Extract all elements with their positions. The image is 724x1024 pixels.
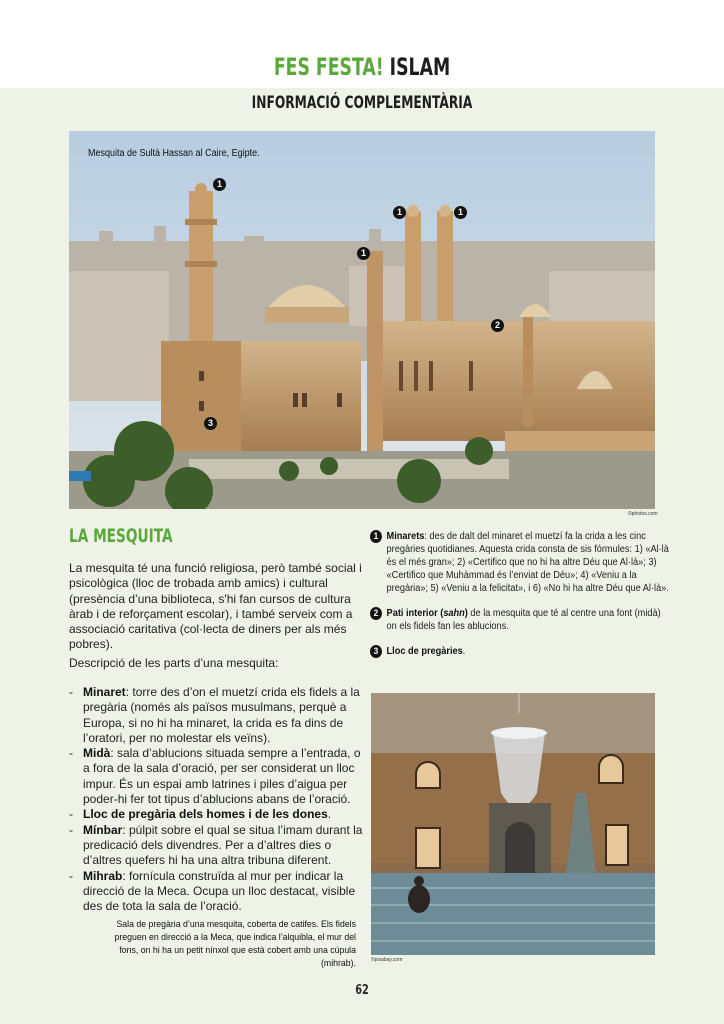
marker-courtyard: 2: [491, 319, 504, 332]
marker-minaret-4: 1: [357, 247, 370, 260]
top-photo-caption: Mesquita de Sultà Hassan al Caire, Egipte.: [88, 148, 260, 159]
marker-minaret-1: 1: [213, 178, 226, 191]
brand-title-black: ISLAM: [389, 53, 451, 81]
list-item: [69, 869, 369, 915]
mosque-parts-list: [69, 685, 369, 914]
legend-term-italic: sahn: [443, 608, 465, 619]
part-term: Mihrab: [83, 868, 123, 883]
prayer-hall-illustration: [371, 693, 655, 955]
top-photo-credit: ©photos.com: [628, 511, 658, 517]
legend-text: : des de dalt del minaret el muetzí fa la crida a les cinc pregàries quotidianes. Aquesta crida consta de sis fórmules: 1) «Al·là és el més gran»; 2) «Certifico que no hi ha altre Déu que Al·là»; 3) «Certifico que Muhàmmad és l’enviat de Déu»; 4) «Veniu a la pregària»; 5) «Veniu a la felicitat», i 6) «No hi ha altre Déu que Al·là».: [386, 531, 669, 594]
legend-term: Lloc de pregàries: [386, 646, 463, 657]
parts-title: Descripció de les parts d’una mesquita:: [69, 656, 279, 670]
list-dash: -: [69, 685, 73, 699]
part-term: Lloc de pregària dels homes i de les dones: [83, 807, 328, 822]
bottom-photo-caption: Sala de pregària d’una mesquita, coberta de catifes. Els fidels preguen en direcció a la Meca, que indica l’alquibla, el mur del fons, on hi ha un petit nínxol que està cobert amb una cúpula (mihrab).: [114, 919, 356, 969]
part-term: Midà: [83, 746, 111, 761]
part-text: : púlpit sobre el qual se situa l’imam durant la predicació dels divendres. Per a d’altres dies o d’altres quefers hi ha una altra tribuna diferent.: [83, 822, 363, 868]
marker-prayer-hall: 3: [204, 417, 217, 430]
list-item: [69, 685, 369, 746]
marker-minaret-2: 1: [393, 206, 406, 219]
section-title: LA MESQUITA: [69, 525, 173, 547]
part-text: : sala d’ablucions situada sempre a l’entrada, o a fora de la sala d’oració, per ser considerat un lloc impur. És un espai amb latrines i piles d’aigua per poder-hi fer tot tipus d’ablucions abans de l’oració.: [83, 746, 361, 807]
part-term: Minaret: [83, 685, 126, 699]
legend-item-courtyard: [370, 607, 672, 633]
legend-term: Pati interior (: [386, 608, 444, 619]
legend-item-prayer-place: [370, 645, 672, 658]
page-subtitle: INFORMACIÓ COMPLEMENTÀRIA: [251, 93, 473, 113]
mosque-exterior-illustration: [69, 131, 655, 509]
legend-term: Minarets: [386, 531, 425, 542]
part-term: Mínbar: [83, 822, 123, 837]
list-item: [69, 807, 369, 822]
part-text: .: [327, 807, 332, 822]
legend-term-end: ): [464, 608, 468, 619]
legend-text: de la mesquita que té al centre una font (midà) on els fidels fan les ablucions.: [386, 608, 661, 632]
intro-paragraph: La mesquita té una funció religiosa, però també social i psicològica (lloc de trobada amb amics) i cultural (presència d’una biblioteca, s'hi fan cursos de cultura àrab i de reforçament escolar), i també serveix com a associació caritativa (col·lecta de diners per als més pobres).: [69, 561, 362, 652]
legend-number: 2: [370, 607, 382, 620]
marker-minaret-3: 1: [454, 206, 467, 219]
mosque-exterior-photo: [69, 131, 655, 509]
brand-title: [101, 52, 622, 82]
legend-text: .: [462, 646, 466, 657]
list-item: [69, 746, 369, 807]
list-dash: -: [69, 868, 73, 883]
legend-number: 1: [370, 530, 382, 543]
part-text: : torre des d’on el muetzí crida els fidels a la pregària (només als països musulmans, perquè a Europa, si no hi ha minaret, la crida es fa dins de l’oratori, per no molestar els veïns).: [83, 685, 360, 745]
page-number: 62: [355, 983, 369, 998]
part-text: : fornícula construïda al mur per indicar la direcció de la Meca. Ocupa un lloc destacat, visible des de tota la sala de l’oració.: [83, 868, 356, 914]
legend-number: 3: [370, 645, 382, 658]
list-item: [69, 823, 369, 869]
list-dash: -: [69, 746, 73, 761]
list-dash: -: [69, 822, 73, 837]
bottom-photo-credit: ©pixabay.com: [371, 957, 403, 963]
brand-title-green: FES FESTA!: [273, 53, 384, 81]
legend-item-minarets: [370, 530, 672, 595]
list-dash: -: [69, 807, 73, 822]
photo-legend: [370, 530, 670, 670]
prayer-hall-photo: [371, 693, 655, 955]
